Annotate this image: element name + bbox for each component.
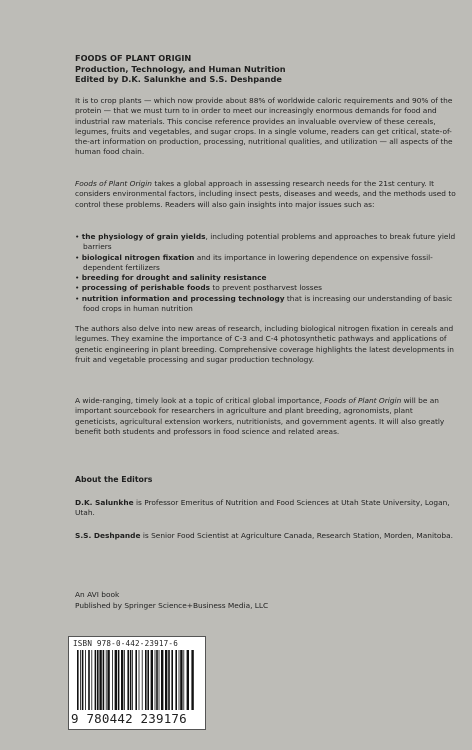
sourcebook-paragraph: A wide-ranging, timely look at a topic of critical global importance, Foods of Plant Origin will be an important sourcebook for researchers in agriculture and plant breeding, agronomists, plant geneticists, agricultural extension workers, nutritionists, and government agents. It will also greatly benefit both students and professors in food science and related areas. — [75, 396, 445, 436]
about-editors-heading: About the Editors — [75, 475, 153, 484]
research-paragraph: The authors also delve into new areas of research, including biological nitrogen fixation in cereals and legumes. They examine the importance of C-3 and C-4 photosynthetic pathways and applications of genetic engineering in plant breeding. Comprehensive coverage highlights the latest developments in fruit and vegetable processing and sugar production technology. — [75, 324, 454, 364]
book-title: FOODS OF PLANT ORIGIN — [75, 53, 192, 63]
list-item: • processing of perishable foods to prevent postharvest losses — [75, 283, 323, 293]
book-title-italic: Foods of Plant Origin — [324, 396, 402, 405]
global-approach-paragraph — [75, 179, 457, 210]
issues-list — [75, 232, 457, 314]
barcode-icon — [75, 650, 199, 710]
isbn-number: ISBN 978-0-442-23917-6 — [73, 639, 178, 648]
editor-bio: S.S. Deshpande is Senior Food Scientist at Agriculture Canada, Research Station, Morden, Manitoba. — [75, 531, 454, 540]
book-header — [75, 53, 286, 85]
isbn-barcode — [68, 636, 206, 730]
list-item: • nutrition information and processing technology that is increasing our understanding of basic food crops in human nutrition — [75, 293, 453, 314]
list-item: • biological nitrogen fixation and its importance in lowering dependence on expensive fossil-dependent fertilizers — [75, 252, 433, 272]
book-title-italic: Foods of Plant Origin — [75, 179, 152, 188]
intro-paragraph: It is to crop plants — which now provide about 88% of worldwide caloric requirements and 90% of the protein — that we must turn to in order to meet our increasingly enormous demands for food and industrial raw materials. This concise reference provides an invaluable overview of these cereals, legumes, fruits and vegetables, and sugar crops. In a single volume, readers can get critical, state-of-the-art information on production, processing, nutritional qualities, and utilization — all aspects of the human food chain. — [75, 96, 453, 157]
list-item: • breeding for drought and salinity resistance — [75, 273, 267, 283]
barcode-digits: 9 780442 239176 — [71, 711, 187, 726]
editor-bio: D.K. Salunkhe is Professor Emeritus of Nutrition and Food Sciences at Utah State University, Logan, Utah. — [75, 498, 450, 518]
book-editors: Edited by D.K. Salunkhe and S.S. Deshpande — [75, 74, 282, 84]
publisher-line: Published by Springer Science+Business Media, LLC — [75, 600, 269, 610]
list-item: • the physiology of grain yields, including potential problems and approaches to break future yield barriers — [75, 232, 456, 252]
imprint-line: An AVI book — [75, 590, 120, 599]
paragraph-text: takes a global approach in assessing research needs for the 21st century. It considers environmental factors, including insect pests, diseases and weeds, and the methods used to control these problems. Readers will also gain insights into major issues such as: — [75, 179, 456, 209]
publisher-info — [75, 590, 268, 611]
book-subtitle: Production, Technology, and Human Nutrition — [75, 63, 286, 74]
